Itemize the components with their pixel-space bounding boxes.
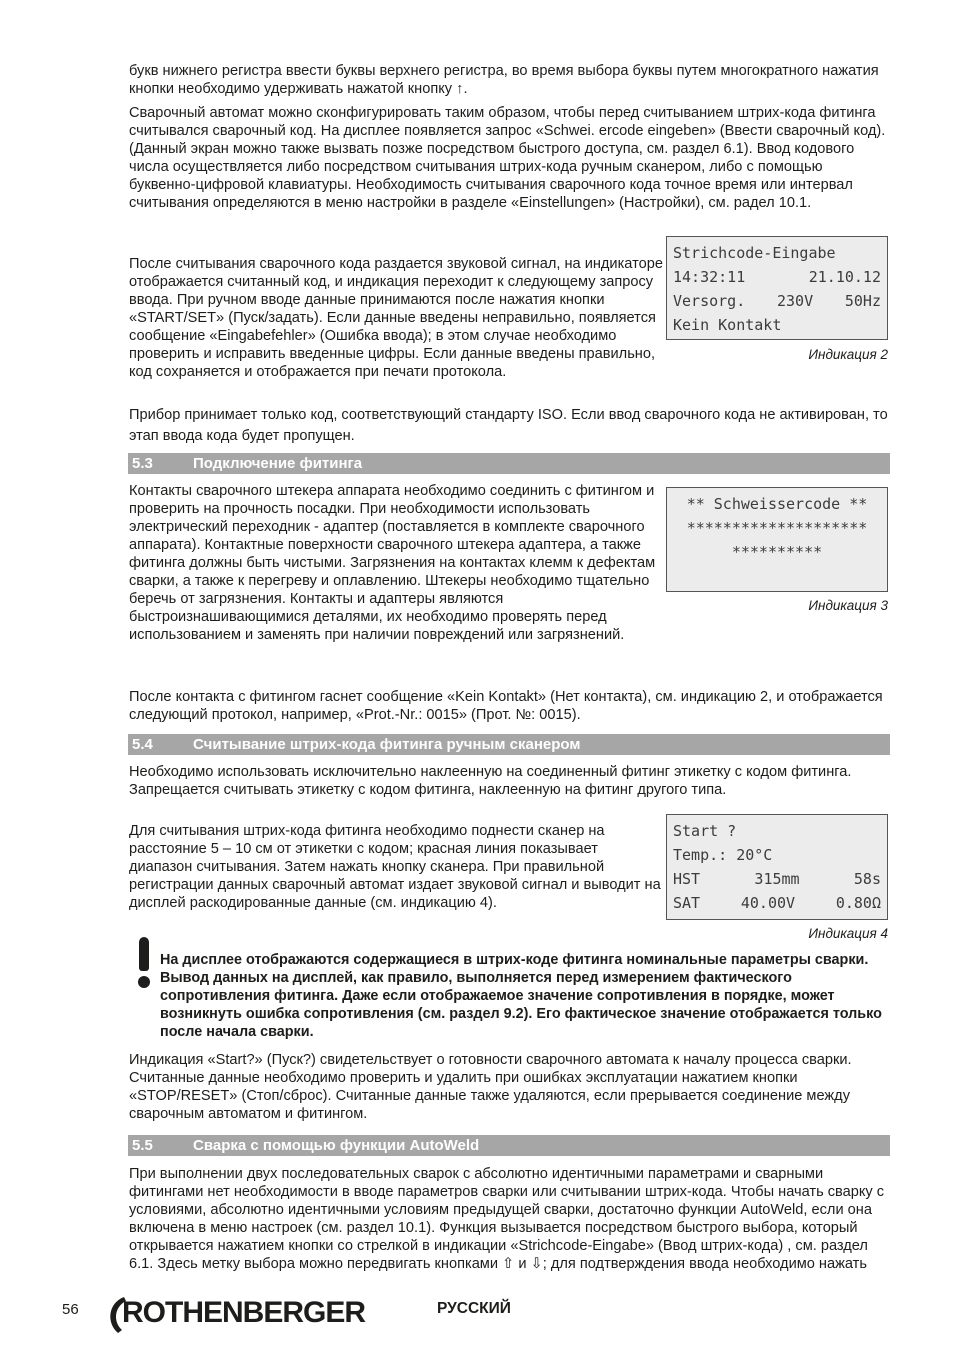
display-2-caption: Индикация 2 bbox=[808, 347, 888, 362]
display-2-supply-label: Versorg. bbox=[673, 292, 746, 310]
paragraph-after-reading-code: После считывания сварочного кода раздается звуковой сигнал, на индикаторе отображается считанный код, и индикация переходит к следующему запросу ввода. При ручном вводе данные принимаются после нажатия кнопки «START/SET» (Пуск/задать). Если данные введены неправильно, появляется сообщение «Eingabefehler» (Ошибка ввода); в этом случае необходимо проверить и исправить введенные цифры. Если данные введены правильно, код сохраняется и отображается при печати протокола. bbox=[129, 256, 663, 380]
display-2-frequency: 50Hz bbox=[844, 292, 881, 310]
brand-name: ROTHENBERGER bbox=[122, 1296, 366, 1329]
paragraph-start-indication: Индикация «Start?» (Пуск?) свидетельствует о готовности сварочного автомата к началу процесса сварки. Считанные данные необходимо проверить и удалить при ошибках эксплуатации нажатием кнопки «STOP/RESET» (Стоп/сброс). Считанные данные также удаляются, если прерывается соединение между сварочным автоматом и фитингом. bbox=[129, 1052, 852, 1122]
display-4-resistance: 0.80Ω bbox=[835, 894, 881, 912]
section-title: Считывание штрих-кода фитинга ручным сканером bbox=[193, 736, 581, 753]
display-4-time: 58s bbox=[853, 870, 881, 888]
paragraph-after-contact: После контакта с фитингом гаснет сообщение «Kein Kontakt» (Нет контакта), см. индикацию 2, и отображается следующий протокол, например, «Prot.-Nr.: 0015» (Прот. №: 0015). bbox=[129, 689, 883, 723]
paragraph-iso-code: Прибор принимает только код, соответствующий стандарту ISO. Если ввод сварочного кода не активирован, то этап ввода кода будет пропущен. bbox=[129, 407, 888, 444]
display-2-time: 14:32:11 bbox=[673, 268, 746, 286]
display-4-voltage: 40.00V bbox=[740, 894, 796, 912]
display-2-line-3 bbox=[673, 289, 881, 313]
rothenberger-logo bbox=[102, 1293, 366, 1337]
paragraph-autoweld: При выполнении двух последовательных сварок с абсолютно идентичными параметрами и сварными фитингами нет необходимости в вводе параметров сварки или считывании штрих-кода. Чтобы начать сварку с условиями, абсолютно идентичными условиям предыдущей сварки, достаточно функции AutoWeld, если она включена в меню настроек (см. раздел 10.1). Функция вызывается посредством быстрого выбора, который открывается нажатием кнопки со стрелкой в индикации «Strichcode-Eingabe» (Ввод штрих-кода) , см. раздел 6.1. Здесь метку выбора можно передвигать кнопками ⇧ и ⇩; для подтверждения ввода необходимо нажать bbox=[129, 1166, 885, 1272]
display-2-voltage: 230V bbox=[777, 292, 814, 310]
display-4-line-3 bbox=[673, 867, 881, 891]
section-heading-5-4 bbox=[128, 734, 890, 755]
section-heading-5-3 bbox=[128, 453, 890, 474]
display-2 bbox=[666, 236, 888, 340]
section-number: 5.3 bbox=[132, 455, 153, 472]
display-3 bbox=[666, 487, 888, 592]
paragraph-label-usage: Необходимо использовать исключительно наклеенную на соединенный фитинг этикетку с кодом фитинга. Запрещается считывать этикетку с кодом фитинга, наклеенную на фитинг другого типа. bbox=[129, 764, 852, 798]
warning-note: На дисплее отображаются содержащиеся в штрих-коде фитинга номинальные параметры сварки. Вывод данных на дисплей, как правило, выполняется перед измерением фактического сопротивления фитинга. Даже если отображаемое значение сопротивления в порядке, может возникнуть ошибка сопротивления (см. раздел 9.2). Его фактическое значение отображается только после начала сварки. bbox=[160, 952, 882, 1041]
display-4-sat-label: SAT bbox=[673, 894, 701, 912]
section-title: Подключение фитинга bbox=[193, 455, 363, 472]
display-4-hst-label: HST bbox=[673, 870, 701, 888]
paragraph-contacts: Контакты сварочного штекера аппарата необходимо соединить с фитингом и проверить на прочность посадки. При необходимости использовать электрический переходник - адаптер (поставляется в комплекте сварочного аппарата). Контактные поверхности сварочного штекера адаптера, а также фитинга должны быть чистыми. Загрязнения на контактах клемм к дефектам сварки, а также к перегреву и оплавлению. Штекеры необходимо тщательно беречь от загрязнения. Контакты и адаптеры являются быстроизнашивающимися деталями, их необходимо проверять перед использованием и заменять при наличии повреждений или загрязнений. bbox=[129, 483, 656, 643]
display-4-diameter: 315mm bbox=[754, 870, 800, 888]
display-4-caption: Индикация 4 bbox=[808, 926, 888, 941]
exclamation-icon bbox=[134, 937, 156, 993]
display-3-caption: Индикация 3 bbox=[808, 598, 888, 613]
display-3-line-1: ** Schweissercode ** bbox=[686, 495, 868, 513]
paragraph-welder-code-config: Сварочный автомат можно сконфигурировать таким образом, чтобы перед считыванием штрих-кода фитинга считывался сварочный код. На дисплее появляется запрос «Schwei. ercode eingeben» (Ввести сварочный код). (Данный экран можно также вызвать позже посредством быстрого доступа, см. раздел 6.1). Ввод кодового числа осуществляется либо посредством считывания штрих-кода ручным сканером, либо с помощью буквенно-цифровой клавиатуры. Необходимость считывания сварочного кода точное время или интервал считывания определяются в меню настройки в разделе «Einstellungen» (Настройки), см. радел 10.1. bbox=[129, 105, 886, 211]
display-4 bbox=[666, 814, 888, 920]
section-number: 5.4 bbox=[132, 736, 153, 753]
display-3-line-2: ******************** bbox=[686, 519, 868, 537]
display-2-date: 21.10.12 bbox=[808, 268, 881, 286]
paragraph-letter-case: букв нижнего регистра ввести буквы верхнего регистра, во время выбора буквы путем многократного нажатия кнопки необходимо удерживать нажатой кнопку ↑. bbox=[129, 63, 879, 97]
section-title: Сварка с помощью функции AutoWeld bbox=[193, 1137, 480, 1154]
display-2-line-4: Kein Kontakt bbox=[673, 316, 782, 334]
display-4-line-1: Start ? bbox=[673, 822, 737, 840]
section-number: 5.5 bbox=[132, 1137, 153, 1154]
section-heading-5-5 bbox=[128, 1135, 890, 1156]
display-3-line-3: ********** bbox=[731, 543, 823, 561]
language-label: РУССКИЙ bbox=[437, 1300, 511, 1317]
paragraph-scanner: Для считывания штрих-кода фитинга необходимо поднести сканер на расстояние 5 – 10 см от этикетки с кодом; красная линия показывает диапазон считывания. Затем нажать кнопку сканера. При правильной регистрации данных сварочный автомат издает звуковой сигнал и выводит на дисплей раскодированные данные (см. индикацию 4). bbox=[129, 823, 661, 911]
display-2-line-2 bbox=[673, 265, 881, 289]
display-2-line-1: Strichcode-Eingabe bbox=[673, 244, 836, 262]
display-4-line-4 bbox=[673, 891, 881, 915]
display-4-line-2: Temp.: 20°C bbox=[673, 846, 773, 864]
page-number: 56 bbox=[62, 1301, 79, 1318]
